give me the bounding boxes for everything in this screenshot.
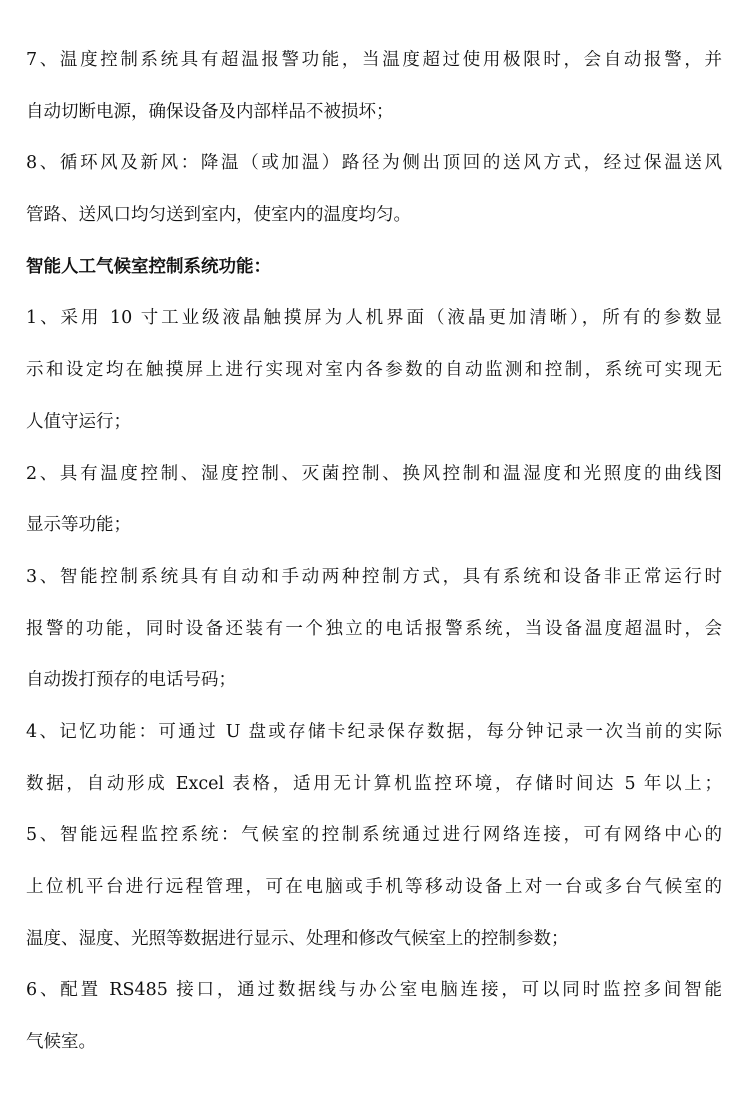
text-line: 自动切断电源，确保设备及内部样品不被损坏； <box>26 101 394 122</box>
text-line: 4、记忆功能：可通过 U 盘或存储卡纪录保存数据，每分钟记录一次当前的实际 <box>26 721 722 742</box>
text-line: 示和设定均在触摸屏上进行实现对室内各参数的自动监测和控制，系统可实现无 <box>26 360 722 381</box>
intro-items <box>26 42 722 249</box>
intro-item-8 <box>26 145 722 248</box>
section-heading: 智能人工气候室控制系统功能： <box>26 256 271 277</box>
text-line: 6、配置 RS485 接口，通过数据线与办公室电脑连接，可以同时监控多间智能 <box>26 980 722 1001</box>
text-line: 7、温度控制系统具有超温报警功能，当温度超过使用极限时，会自动报警，并 <box>26 50 722 70</box>
text-line: 8、循环风及新风：降温（或加温）路径为侧出顶回的送风方式，经过保温送风 <box>26 153 722 174</box>
function-item-3 <box>26 559 722 714</box>
text-line: 2、具有温度控制、湿度控制、灭菌控制、换风控制和温湿度和光照度的曲线图 <box>26 463 722 484</box>
text-line: 5、智能远程监控系统：气候室的控制系统通过进行网络连接，可有网络中心的 <box>26 825 722 846</box>
function-item-6 <box>26 972 722 1075</box>
function-item-4 <box>26 714 722 817</box>
text-line: 温度、湿度、光照等数据进行显示、处理和修改气候室上的控制参数； <box>26 928 569 949</box>
text-line: 气候室。 <box>26 1032 96 1053</box>
text-line: 报警的功能，同时设备还装有一个独立的电话报警系统，当设备温度超温时，会 <box>26 618 722 639</box>
text-line: 上位机平台进行远程管理，可在电脑或手机等移动设备上对一台或多台气候室的 <box>26 877 722 897</box>
function-item-5 <box>26 817 722 972</box>
text-line: 1、采用 10 寸工业级液晶触摸屏为人机界面（液晶更加清晰），所有的参数显 <box>26 308 722 329</box>
text-line: 显示等功能； <box>26 515 131 536</box>
function-item-2 <box>26 456 722 559</box>
intro-item-7 <box>26 42 722 145</box>
function-list <box>26 300 722 1075</box>
function-item-1 <box>26 300 722 455</box>
text-line: 数据，自动形成 Excel 表格，适用无计算机监控环境，存储时间达 5 年以上； <box>26 773 722 794</box>
text-line: 管路、送风口均匀送到室内，使室内的温度均匀。 <box>26 205 411 226</box>
text-line: 人值守运行； <box>26 411 131 432</box>
text-line: 自动拨打预存的电话号码； <box>26 670 236 691</box>
text-line: 3、智能控制系统具有自动和手动两种控制方式，具有系统和设备非正常运行时 <box>26 566 722 587</box>
